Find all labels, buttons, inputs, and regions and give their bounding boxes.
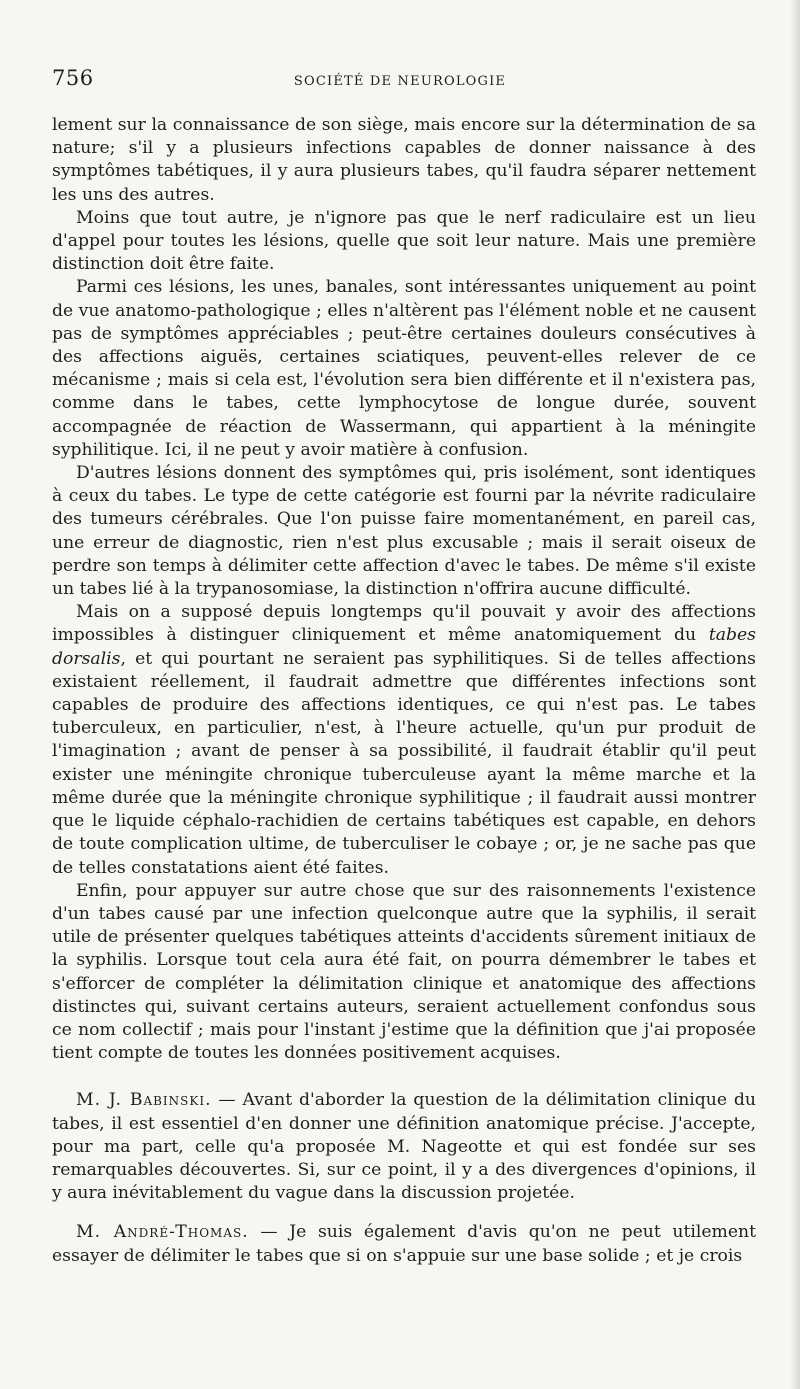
speaker-name: M. J. Babinski. [76,1090,212,1111]
running-title: SOCIÉTÉ DE NEUROLOGIE [293,74,507,89]
paragraph-conclusion: Enfin, pour appuyer sur autre chose que sur des raisonnements l'existence d'un tabes causé par une infection quelconque autre que la syphilis, il serait utile de présenter quelques tabétiques atteints d'accidents sûrement initiaux de la syphilis. Lorsque tout cela aura été fait, on pourra démembrer le tabes et s'efforcer de compléter la délimitation clinique et anatomique des affections distinctes qui, suivant certains auteurs, seraient actuellement confondus sous ce nom collectif ; mais pour l'instant j'estime que la définition que j'ai proposée tient compte de toutes les données positivement acquises. [52,880,756,1064]
text-run: , et qui pourtant ne seraient pas syphilitiques. Si de telles affections existaient réellement, il faudrait admettre que différentes infections sont capables de produire des affections identiques, ce qui n'est pas. Le tabes tuberculeux, en particulier, n'est, à l'heure actuelle, qu'un pur produit de l'imagination ; avant de penser à sa possibilité, il faudrait établir qu'il peut exister une méningite chronique tuberculeuse ayant la même marche et la même durée que la méningite chronique syphilitique ; il faudrait aussi montrer que le liquide céphalo-rachidien de certains tabétiques est capable, en dehors de toute complication ultime, de tuberculiser le cobaye ; or, je ne sache pas que de telles constatations aient été faites. [52,648,756,878]
italic-term: tabes dorsalis [52,625,756,669]
intervention-andre-thomas [52,1221,756,1267]
section-gap [52,1205,756,1221]
intervention-text: — Avant d'aborder la question de la délimitation clinique du tabes, il est essentiel d'en donner une définition anatomique précise. J'accepte, pour ma part, celle qu'a proposée M. Nageotte et qui est fondée sur ses remarquables découvertes. Si, sur ce point, il y a des divergences d'opinions, il y aura inévitablement du vague dans la discussion projetée. [52,1090,756,1204]
body-text [52,114,756,1268]
paragraph-other-lesions: D'autres lésions donnent des symptômes qui, pris isolément, sont identiques à ceux du tabes. Le type de cette catégorie est fourni par la névrite radiculaire des tumeurs cérébrales. Que l'on puisse faire momentanément, en pareil cas, une erreur de diagnostic, rien n'est plus excusable ; mais il serait oiseux de perdre son temps à délimiter cette affection d'avec le tabes. De même s'il existe un tabes lié à la trypanosomiase, la distinction n'offrira aucune difficulté. [52,463,756,600]
text-run: Mais on a supposé depuis longtemps qu'il pouvait y avoir des affections impossibles à distinguer cliniquement et même anatomiquement du [52,602,756,646]
paragraph-continuation: lement sur la connaissance de son siège, mais encore sur la détermination de sa nature; s'il y a plusieurs infections capables de donner naissance à des symptômes tabétiques, il y aura plusieurs tabes, qu'il faudra séparer nettement les uns des autres. [52,115,756,205]
paragraph-banal-lesions: Parmi ces lésions, les unes, banales, sont intéressantes uniquement au point de vue anatomo-pathologique ; elles n'altèrent pas l'élément noble et ne causent pas de symptômes appréciables ; peut-être certaines douleurs consécutives à des affections aiguës, certaines sciatiques, peuvent-elles relever de ce mécanisme ; mais si cela est, l'évolution sera bien différente et il n'existera pas, comme dans le tabes, cette lymphocytose de longue durée, souvent accompagnée de réaction de Wassermann, qui appartient à la méningite syphilitique. Ici, il ne peut y avoir matière à confusion. [52,277,756,460]
speaker-name: M. André-Thomas. [76,1222,249,1243]
paragraph-non-syphilitic [52,601,756,879]
paragraph-radicular-nerve: Moins que tout autre, je n'ignore pas que le nerf radiculaire est un lieu d'appel pour toutes les lésions, quelle que soit leur nature. Mais une première distinction doit être faite. [52,207,756,275]
section-gap [52,1065,756,1089]
intervention-text: — Je suis également d'avis qu'on ne peut utilement essayer de délimiter le tabes que si on s'appuie sur une base solide ; et je crois [52,1222,756,1266]
page-number: 756 [52,66,94,90]
intervention-babinski [52,1089,756,1205]
page-edge-shadow [790,0,800,1389]
page-header [0,66,800,94]
